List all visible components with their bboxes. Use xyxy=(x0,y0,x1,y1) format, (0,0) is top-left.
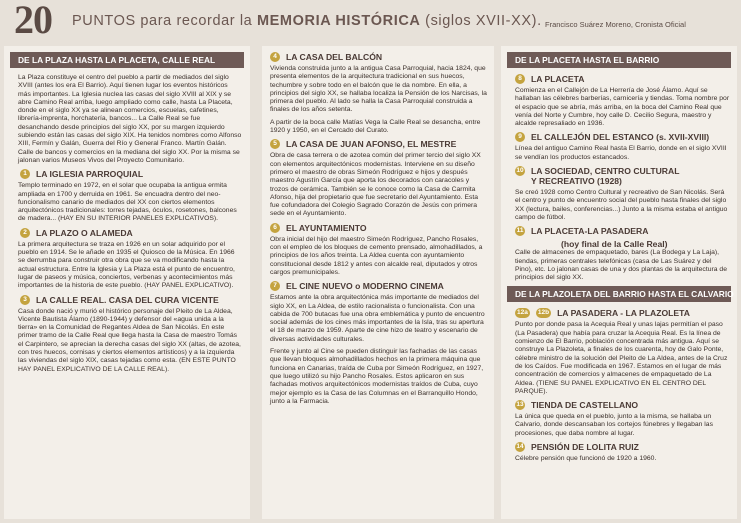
number-badge: 2 xyxy=(20,228,30,238)
heading-7 xyxy=(262,281,494,291)
body-13: La única que queda en el pueblo, junto a la misma, se hallaba un Calvario, donde descansaban los cortejos fúnebres y llegaban las procesiones, que daba nombre al lugar. xyxy=(515,413,713,437)
heading-text: TIENDA DE CASTELLANO xyxy=(531,400,639,411)
heading-4 xyxy=(262,52,494,62)
heading-2 xyxy=(4,228,250,238)
section-band-2: DE LA PLAZOLETA DEL BARRIO HASTA EL CALVARIO xyxy=(507,286,731,302)
body-9: Línea del antiguo Camino Real hasta El Barrio, donde en el siglo XVIII se vendían los productos estancados. xyxy=(515,145,727,161)
heading-9 xyxy=(501,132,737,142)
number-badge: 8 xyxy=(515,74,525,84)
heading-line-1: LA SOCIEDAD, CENTRO CULTURAL xyxy=(531,166,680,177)
body-6: Obra inicial del hijo del maestro Simeón Rodríguez, Pancho Rosales, con el empleo de los bloques de cemento prensado, almohadillados, a principios de los años treinta. La Aldea cuenta con ayuntamiento constitucional desde 1812 y antes con alcalde real, diputados y otros cargos premunicipales. xyxy=(270,235,483,276)
number-badge: 6 xyxy=(270,223,280,233)
header-title xyxy=(72,13,542,29)
heading-text: LA CASA DEL BALCÓN xyxy=(286,52,383,62)
heading-text: LA CALLE REAL. CASA DEL CURA VICENTE xyxy=(36,294,219,305)
body-1: Templo terminado en 1972, en el solar que ocupaba la antigua ermita ampliada en 1700 y derruida en 1961. Se encuadra dentro del neo-funcionalismo canario de mediados del XX con ciertos elementos arquitectónicos tradicionales: torres tejadas, óculos, rosetones, balcones de madera... (HAY EN SU INTERIOR PANELES EXPLICATIVOS). xyxy=(18,182,237,223)
heading-14 xyxy=(501,442,737,452)
number-badge: 4 xyxy=(270,52,280,62)
title-bold: MEMORIA HISTÓRICA xyxy=(256,13,421,29)
heading-12 xyxy=(501,308,737,318)
section-band: DE LA PLAZA HASTA LA PLACETA, CALLE REAL xyxy=(10,52,244,68)
heading-10 xyxy=(501,166,737,186)
intro-text: La Plaza constituye el centro del pueblo a partir de mediados del siglo XVIII (antes los era El Barrio). Aquí tienen lugar los eventos históricos más importantes. La Iglesia nuclea las casas del siglo XVIII al XIX y se abre Camino Real arriba, luego ampliado como calle, hasta La Placeta, donde en el siglo XX ya se alinean comercios, escuelas, cafetines, librería-imprenta, horchatería, bancos... La Calle Real se fue desanchando desde principios del siglo XX, por su margen izquierdo subiendo están las casas del siglo XIX. Ha tenidos nombres como Alfonso XIII, Fermín y Galán, Guerra del Río y General Franco. Martín Galán. Calle de bancos y comercios en la mediana del siglo XX. Por la misma se jalonan varios Museos Vivos del Proyecto Comunitario. xyxy=(18,74,242,164)
number-badge-a: 12a xyxy=(517,309,528,317)
heading-text: EL CALLEJÓN DEL ESTANCO (s. XVII-XVIII) xyxy=(531,132,710,143)
heading-8 xyxy=(501,74,737,84)
body-4a: Vivienda construida junto a la antigua Casa Parroquial, hacia 1824, que presenta elementos de la arquitectura tradicional en sus huecos, techumbre y sobre todo en el balcón que le da nombre. En ella, a principios del siglo XX, se hallaba localiza la Pensión de los Narcisas, la primera del pueblo. Al lado se halla la Casa Parroquial construida a finales de los años setenta. xyxy=(270,65,487,114)
heading-text: PENSIÓN DE LOLITA RUIZ xyxy=(531,442,639,453)
heading-text: LA PASADERA - LA PLAZOLETA xyxy=(557,308,690,319)
heading-1 xyxy=(4,169,250,179)
header-number: 20 xyxy=(14,0,52,42)
body-14: Célebre pensión que funcionó de 1920 a 1960. xyxy=(515,455,657,463)
body-10: Se creó 1928 como Centro Cultural y recreativo de San Nicolás. Será el centro y punto de encuentro social del pueblo hasta finales del siglo XX (lectura, bailes, conferencias...) Junto a la misma estaba el antiguo campo de fútbol. xyxy=(515,189,728,221)
heading-5 xyxy=(262,139,494,149)
header-author: Francisco Suárez Moreno, Cronista Oficial xyxy=(545,20,686,29)
column-1 xyxy=(4,46,250,519)
heading-3 xyxy=(4,295,250,305)
column-3 xyxy=(501,46,737,519)
title-pre: PUNTOS para recordar la xyxy=(72,13,257,29)
heading-text xyxy=(531,166,679,186)
number-badge: 14 xyxy=(516,443,524,451)
heading-text: LA IGLESIA PARROQUIAL xyxy=(36,169,144,180)
number-badge: 13 xyxy=(516,401,524,409)
section-band-1: DE LA PLACETA HASTA EL BARRIO xyxy=(507,52,731,68)
body-2: La primera arquitectura se traza en 1926 en un solar adquirido por el pueblo en 1914. Se le añade en 1935 el Quiosco de la Música. En 1966 se derrumba para construir otra obra que se va modificando hasta la actual estructura. Entre la Iglesia y La Plaza está el punto de encuentro, lugar de paseos y música, conciertos, verbenas y acontecimientos más importantes de la historia de este pueblo. (HAY PANEL EXPLICATIVO). xyxy=(18,240,235,290)
heading-text: EL CINE NUEVO o MODERNO CINEMA xyxy=(286,281,444,292)
number-badge: 7 xyxy=(270,281,280,291)
heading-13 xyxy=(501,400,737,410)
heading-text: LA PLACETA xyxy=(531,74,585,84)
body-5: Obra de casa terrera o de azotea común del primer tercio del siglo XX con elementos arquitectónicos modernistas. Interviene en su diseño primero el maestro de obras Simeón Rodríguez e hijos y después maestro Agustín García que aporta los decorados con caracoles y trozos de cerámica. También se le conoce como la Casa de Carmita Afonso, hija del propietario que fue secretario del Ayuntamiento. Esta fue cofundadora del Colegio Sagrado Corazón de Jesús con primera sede en el Ayuntamiento. xyxy=(270,152,481,218)
heading-text: LA PLAZO O ALAMEDA xyxy=(36,227,133,238)
number-badge: 11 xyxy=(516,227,524,235)
body-7a: Estamos ante la obra arquitectónica más importante de mediados del siglo XX, en La Aldea, de estilo racionalista o funcionalista. Con una cabida de 700 butacas fue una obra emblemática y punto de encuentro social además de los cines más importantes de la Isla, tras su apertura el 18 de marzo de 1959. Aparte de cine hizo de teatro y escenario de diversas actividades culturales. xyxy=(270,294,485,343)
heading-11 xyxy=(501,226,737,236)
heading-text: LA CASA DE JUAN AFONSO, EL MESTRE xyxy=(286,139,457,150)
heading-text: EL AYUNTAMIENTO xyxy=(286,222,367,233)
column-2 xyxy=(262,46,494,519)
number-badge: 9 xyxy=(515,132,525,142)
number-badge: 5 xyxy=(270,139,280,149)
heading-text: LA PLACETA-LA PASADERA xyxy=(531,226,649,237)
number-badge: 3 xyxy=(20,295,30,305)
heading-line-2: Y RECREATIVO (1928) xyxy=(531,176,622,187)
body-12: Punto por donde pasa la Acequia Real y unas lajas permitían el paso (La Pasadera) que había para cruzar la Acequia Real. Es la línea de comienzo de El Barrio, población concentrada más antigua. Aquí se construye La Plazoleta, a finales de los cuarenta, hoy de Galo Ponte, célebre ministro de la solución del Pleito de La Aldea, antes de la Cruz de los Caídos. Fue modificada en 1967. Estamos en el lugar de más concentración de comercios y almacenes de empaquetado de La Aldea. (TIENE SU PANEL EXPLICATIVO EN EL CENTRO DEL PARQUE). xyxy=(515,321,728,395)
body-8: Comienza en el Callejón de La Herrería de José Álamo. Aquí se hallaban las célebres barberías, carnicería y tiendas. Toma nombre por el espacio que se abría, más arriba, en la boca del Camino Real que venía del Norte y Cumbre, hoy calle D. Cecilio Segura, maestro y alcalde represaliado en 1936. xyxy=(515,87,730,128)
body-3: Casa donde nació y murió el histórico personaje del Pleito de La Aldea, Vicente Bautista Álamo (1890-1944) y defensor del «agua unida a la tierra» en la Comunidad de Regantes Aldea de San Nicolás. En este primer tramo de la Calle Real que llega hasta la Casa de maestro Tomás el Carpintero, se aprecian la derecha casas del siglo XX (altas, de azotea, con tres huecos, cornisas y ciertos elementos artísticos) y a la izquierda las viviendas del siglo XIX, casas tejadas como esta. (EN ESTE PUNTO HAY PANEL EXPLICATIVO DE LA CALLE REAL). xyxy=(18,307,241,373)
heading-11-subtitle: (hoy final de la Calle Real) xyxy=(561,239,668,250)
body-11: Calle de almacenes de empaquetado, bares (La Bodega y La Laja), tiendas, primeras centrales telefónicas (casa de Las Suárez y del Pino), etc. Lo jalonan casas de una y dos plantas de la arquitectura de principios del siglo XX. xyxy=(515,249,727,282)
header xyxy=(0,0,741,40)
heading-6 xyxy=(262,223,494,233)
body-4b: A partir de la boca calle Matías Vega la Calle Real se desancha, entre 1920 y 1950, en el Cercado del Curato. xyxy=(270,118,481,135)
number-badge-b: 12b xyxy=(537,309,550,317)
body-7b: Frente y junto al Cine se pueden distinguir las fachadas de las casas que llevan bloques almohadillados hechos en la primera máquina que funciona en Canarias, traída de Cuba por Simeón Rodríguez, en 1927, que luego utilizó su hijo Pancho Rosales. Estos aplicaron en sus fachadas motivos arquitectónicos modernistas traídos de Cuba, cuyo mejor ejemplo es la Casa de las Columnas en el Barranquillo Hondo, junto a la Farmacia. xyxy=(270,348,484,405)
title-post: (siglos XVII-XX). xyxy=(420,13,542,29)
number-badge: 10 xyxy=(516,167,524,175)
number-badge: 1 xyxy=(20,169,30,179)
